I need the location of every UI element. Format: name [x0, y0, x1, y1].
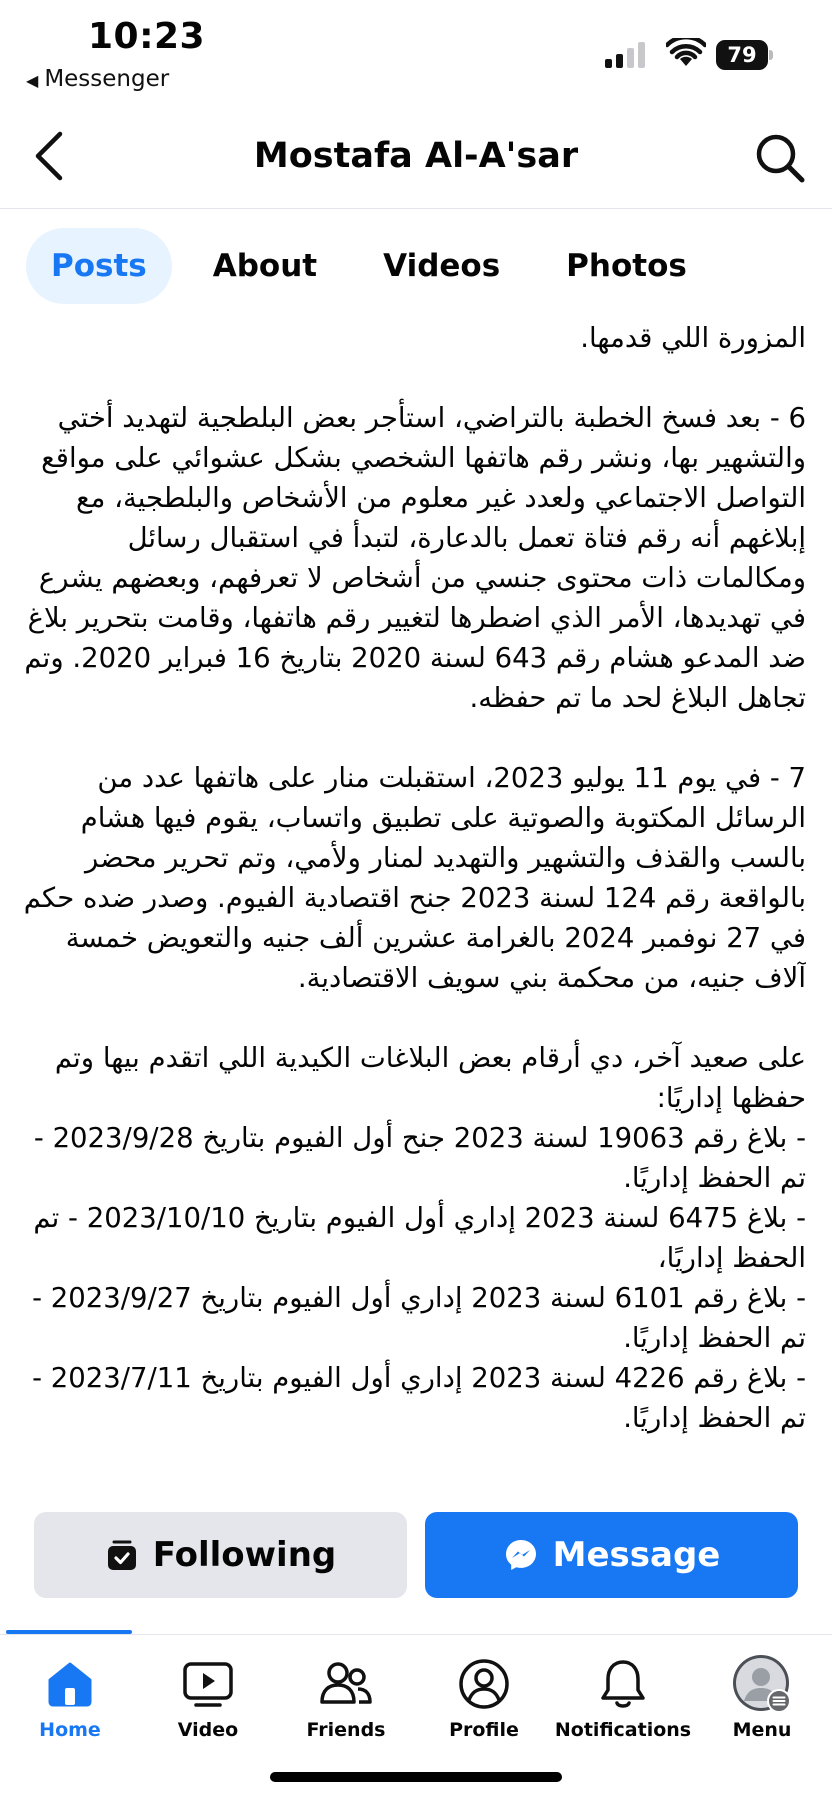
- nav-home-label: Home: [39, 1719, 101, 1741]
- report-list-item: - بلاغ 6475 لسنة 2023 إداري أول الفيوم بتاريخ 2023/10/10 - تم الحفظ إداريًا،: [33, 1202, 806, 1274]
- profile-actions: [34, 1512, 798, 1598]
- nav-friends[interactable]: [276, 1655, 416, 1741]
- nav-video[interactable]: [138, 1655, 278, 1741]
- messenger-icon: [503, 1537, 539, 1573]
- cellular-signal-icon: [605, 42, 649, 68]
- profile-icon: [457, 1657, 511, 1711]
- report-list-item: - بلاغ رقم 4226 لسنة 2023 إداري أول الفيوم بتاريخ 2023/7/11 - تم الحفظ إداريًا.: [32, 1362, 806, 1434]
- post-paragraph: على صعيد آخر، دي أرقام بعض البلاغات الكيدية اللي اتقدم بيها وتم حفظها إداريًا:: [54, 1042, 806, 1114]
- status-time: 10:23: [88, 16, 206, 57]
- tab-photos[interactable]: Photos: [566, 248, 687, 284]
- message-button[interactable]: [425, 1512, 798, 1598]
- nav-menu[interactable]: [692, 1655, 832, 1741]
- home-icon: [44, 1658, 96, 1710]
- nav-profile[interactable]: [414, 1655, 554, 1741]
- nav-video-label: Video: [177, 1719, 239, 1741]
- post-paragraph: 6 - بعد فسخ الخطبة بالتراضي، استأجر بعض البلطجية لتهديد أختي والتشهير بها، ونشر رقم هاتفها الشخصي بشكل عشوائي على مواقع التواصل الاجتماعي ولعدد غير معلوم من الأشخاص والبلطجية، مع إبلاغهم أنه رقم فتاة تعمل بالدعارة، لتبدأ في استقبال رسائل ومكالمات ذات محتوى جنسي من أشخاص لا تعرفهم، وبعضهم يشرع في تهديدها، الأمر الذي اضطرها لتغيير رقم هاتفها، وقامت بتحرير بلاغ ضد المدعو هشام رقم 643 لسنة 2020 بتاريخ 16 فبراير 2020. وتم تجاهل البلاغ لحد ما تم حفظه.: [24, 402, 806, 714]
- back-triangle-icon: ◀: [26, 71, 39, 90]
- page-header: [0, 108, 832, 209]
- bottom-navigation: [0, 1634, 832, 1745]
- friends-icon: [318, 1658, 374, 1710]
- page-title: Mostafa Al-A'sar: [253, 136, 579, 176]
- profile-tabs: [26, 228, 728, 304]
- nav-notifications[interactable]: [553, 1655, 693, 1741]
- home-indicator-bar: [270, 1772, 562, 1782]
- video-icon: [181, 1658, 235, 1710]
- bell-icon: [598, 1657, 648, 1711]
- tab-about[interactable]: About: [212, 248, 318, 284]
- battery-icon: [716, 40, 772, 70]
- wifi-icon: [666, 38, 706, 68]
- status-bar: [0, 0, 832, 100]
- following-inbox-icon: [105, 1538, 139, 1572]
- post-paragraph: 7 - في يوم 11 يوليو 2023، استقبلت منار على هاتفها عدد من الرسائل المكتوبة والصوتية على تطبيق واتساب، يقوم فيها هشام بالسب والقذف والتشهير والتهديد لمنار ولأمي، وتم تحرير محضر بالواقعة رقم 124 لسنة 2023 جنح اقتصادية الفيوم. وصدر ضده حكم في 27 نوفمبر 2024 بالغرامة عشرين ألف جنيه والتعويض خمسة آلاف جنيه، من محكمة بني سويف الاقتصادية.: [23, 762, 806, 994]
- back-app-label: Messenger: [44, 66, 170, 92]
- nav-home[interactable]: [0, 1655, 140, 1741]
- back-to-messenger[interactable]: [26, 66, 169, 92]
- battery-level: 79: [716, 40, 768, 70]
- nav-menu-label: Menu: [732, 1719, 792, 1741]
- following-label: Following: [152, 1535, 337, 1575]
- post-body: [20, 318, 806, 1494]
- nav-friends-label: Friends: [306, 1719, 386, 1741]
- report-list-item: - بلاغ رقم 19063 لسنة 2023 جنح أول الفيوم بتاريخ 2023/9/28 - تم الحفظ إداريًا.: [33, 1122, 806, 1194]
- nav-notifications-label: Notifications: [554, 1719, 692, 1741]
- tab-posts[interactable]: Posts: [26, 228, 172, 304]
- tab-videos[interactable]: Videos: [383, 248, 501, 284]
- message-label: Message: [552, 1535, 721, 1575]
- report-list-item: - بلاغ رقم 6101 لسنة 2023 إداري أول الفيوم بتاريخ 2023/9/27 - تم الحفظ إداريًا.: [32, 1282, 806, 1354]
- menu-avatar-icon: [731, 1653, 793, 1715]
- following-button[interactable]: [34, 1512, 407, 1598]
- post-paragraph: المزورة اللي قدمها.: [580, 322, 806, 354]
- nav-profile-label: Profile: [449, 1719, 519, 1741]
- search-icon[interactable]: [750, 128, 810, 188]
